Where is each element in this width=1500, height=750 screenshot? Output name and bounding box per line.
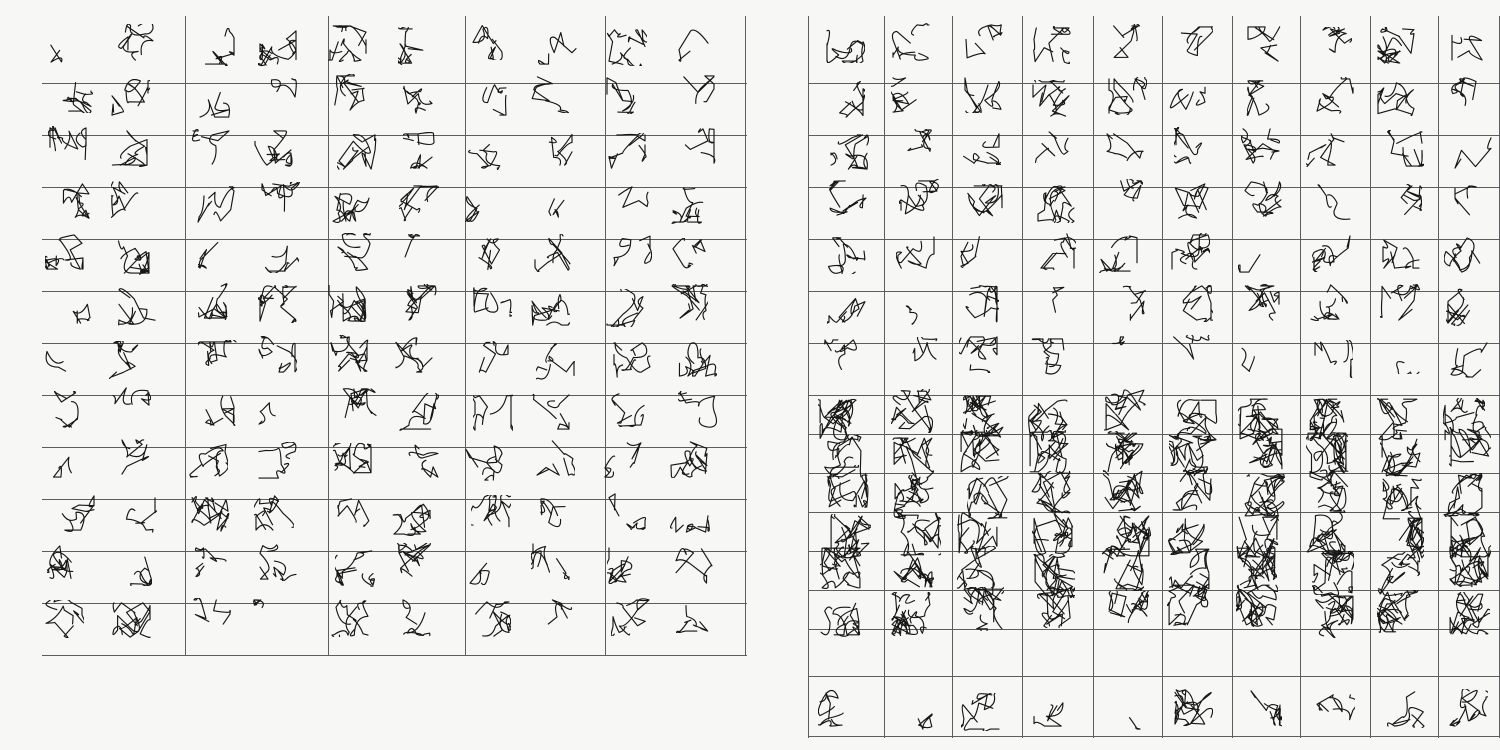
pen-stroke-glyph [196,389,236,432]
pen-stroke-glyph [1167,583,1209,632]
pen-stroke-glyph [894,693,934,736]
pen-stroke-glyph [52,287,92,330]
pen-stroke-glyph [1031,26,1071,69]
pen-stroke-glyph [963,75,1003,118]
pen-stroke-glyph [1167,76,1207,119]
pen-stroke-glyph [1381,232,1421,275]
pen-stroke-glyph [1240,335,1280,378]
pen-stroke-glyph [1030,130,1070,173]
pen-stroke-glyph [117,496,157,539]
pen-stroke-glyph [188,282,228,325]
pen-stroke-glyph [529,75,569,118]
pen-stroke-glyph [188,441,228,484]
pen-stroke-glyph [607,133,647,176]
pen-stroke-glyph [823,338,863,381]
pen-stroke-glyph [827,286,867,329]
pen-stroke-glyph [192,598,232,641]
pen-stroke-glyph [826,236,866,279]
pen-stroke-glyph [1450,75,1490,118]
pen-stroke-glyph [962,587,1004,636]
pen-stroke-glyph [399,393,439,436]
pen-stroke-glyph [336,497,376,540]
pen-stroke-glyph [1246,79,1286,122]
pen-stroke-glyph [959,430,1001,479]
grid-rule [745,16,746,655]
pen-stroke-glyph [464,444,504,487]
pen-stroke-glyph [1103,179,1143,222]
pen-stroke-glyph [258,543,298,586]
pen-stroke-glyph [335,549,375,592]
pen-stroke-glyph [120,438,160,481]
pen-stroke-glyph [397,543,437,586]
pen-stroke-glyph [611,598,651,641]
pen-stroke-glyph [1241,127,1281,170]
pen-stroke-glyph [1031,337,1071,380]
pen-stroke-glyph [1243,180,1283,223]
pen-stroke-glyph [399,184,439,227]
pen-stroke-glyph [337,133,377,176]
pen-stroke-glyph [46,441,86,484]
pen-stroke-glyph [1037,584,1079,633]
pen-stroke-glyph [258,29,298,72]
pen-stroke-glyph [332,233,372,276]
pen-stroke-glyph [1102,335,1142,378]
pen-stroke-glyph [1032,690,1072,733]
pen-stroke-glyph [671,186,711,229]
pen-stroke-glyph [470,336,510,379]
pen-stroke-glyph [1171,468,1213,517]
pen-stroke-glyph [1316,183,1356,226]
pen-stroke-glyph [1450,24,1490,67]
pen-stroke-glyph [1312,27,1352,70]
pen-stroke-glyph [1315,693,1355,736]
pen-stroke-glyph [677,340,717,383]
pen-stroke-glyph [1376,27,1416,70]
pen-stroke-glyph [1173,688,1213,731]
pen-stroke-glyph [1246,25,1286,68]
pen-stroke-glyph [959,335,999,378]
pen-stroke-glyph [1031,80,1071,123]
pen-stroke-glyph [668,284,708,327]
pen-stroke-glyph [819,593,861,642]
pen-stroke-glyph [1170,233,1210,276]
pen-stroke-glyph [1236,583,1278,632]
pen-stroke-glyph [538,28,578,71]
pen-stroke-glyph [1104,388,1146,437]
pen-stroke-glyph [112,601,152,644]
pen-stroke-glyph [825,81,865,124]
pen-stroke-glyph [1313,340,1353,383]
pen-stroke-glyph [891,23,931,66]
pen-stroke-glyph [671,238,711,281]
pen-stroke-glyph [1173,25,1213,68]
pen-stroke-glyph [1174,127,1214,170]
pen-stroke-glyph [536,342,576,385]
pen-stroke-glyph [467,237,507,280]
pen-stroke-glyph [54,391,94,434]
pen-stroke-glyph [331,185,371,228]
pen-stroke-glyph [610,389,650,432]
pen-stroke-glyph [1309,283,1349,326]
pen-stroke-glyph [471,495,511,538]
pen-stroke-glyph [398,27,438,70]
pen-stroke-glyph [396,234,436,277]
pen-stroke-glyph [891,389,933,438]
pen-stroke-glyph [612,233,652,276]
pen-stroke-glyph [1170,182,1210,225]
pen-stroke-glyph [892,545,934,594]
pen-stroke-glyph [892,129,932,172]
pen-stroke-glyph [327,285,367,328]
pen-stroke-glyph [333,443,373,486]
pen-stroke-glyph [198,340,238,383]
pen-stroke-glyph [535,439,575,482]
pen-stroke-glyph [895,288,935,331]
pen-stroke-glyph [818,689,858,732]
pen-stroke-glyph [1380,434,1422,483]
pen-stroke-glyph [403,132,443,175]
pen-stroke-glyph [534,129,574,172]
pen-stroke-glyph [471,600,511,643]
pen-stroke-glyph [605,76,645,119]
pen-stroke-glyph [109,129,149,172]
pen-stroke-glyph [607,28,647,71]
grid-rule [808,736,1500,737]
pen-stroke-glyph [111,386,151,429]
pen-stroke-glyph [961,127,1001,170]
pen-stroke-glyph [829,133,869,176]
pen-stroke-glyph [1380,284,1420,327]
pen-stroke-glyph [890,592,932,641]
pen-stroke-glyph [607,492,647,535]
grid-rule [465,16,466,655]
pen-stroke-glyph [112,548,152,591]
pen-stroke-glyph [400,441,440,484]
pen-stroke-glyph [257,442,297,485]
pen-stroke-glyph [51,182,91,225]
pen-stroke-glyph [1446,288,1486,331]
pen-stroke-glyph [1238,236,1278,279]
pen-stroke-glyph [1448,689,1488,732]
pen-stroke-glyph [329,335,369,378]
pen-stroke-glyph [56,494,96,537]
pen-stroke-glyph [1448,592,1490,641]
pen-stroke-glyph [191,129,231,172]
pen-stroke-glyph [464,22,504,65]
grid-rule [42,655,747,656]
pen-stroke-glyph [603,441,643,484]
pen-stroke-glyph [48,126,88,169]
pen-stroke-glyph [676,127,716,170]
pen-stroke-glyph [44,600,84,643]
pen-stroke-glyph [473,394,513,437]
pen-stroke-glyph [117,288,157,331]
pen-stroke-glyph [257,78,297,121]
pen-stroke-glyph [676,74,716,117]
pen-stroke-glyph [1315,77,1355,120]
pen-stroke-glyph [465,184,505,227]
pen-stroke-glyph [53,75,93,118]
pen-stroke-glyph [674,547,714,590]
pen-stroke-glyph [612,341,652,384]
pen-stroke-glyph [198,81,238,124]
pen-stroke-glyph [254,494,294,537]
pen-stroke-glyph [194,546,234,589]
pen-stroke-glyph [190,496,230,539]
pen-stroke-glyph [1173,284,1213,327]
pen-stroke-glyph [394,77,434,120]
pen-stroke-glyph [1453,184,1493,227]
pen-stroke-glyph [253,129,293,172]
pen-stroke-glyph [397,284,437,327]
pen-stroke-glyph [530,289,570,332]
pen-stroke-glyph [1382,184,1422,227]
pen-stroke-glyph [1099,235,1139,278]
pen-stroke-glyph [394,336,434,379]
pen-stroke-glyph [111,180,151,223]
pen-stroke-glyph [196,186,236,229]
pen-stroke-glyph [115,24,155,67]
pen-stroke-glyph [827,465,869,514]
pen-stroke-glyph [828,179,868,222]
pen-stroke-glyph [676,595,716,638]
pen-stroke-glyph [1102,547,1144,596]
pen-stroke-glyph [468,132,508,175]
pen-stroke-glyph [259,235,299,278]
pen-stroke-glyph [258,285,298,328]
pen-stroke-glyph [1312,234,1352,277]
pen-stroke-glyph [1105,132,1145,175]
pen-stroke-glyph [338,387,378,430]
pen-stroke-glyph [1306,129,1346,172]
pen-stroke-glyph [533,234,573,277]
pen-stroke-glyph [45,233,85,276]
pen-stroke-glyph [607,546,647,589]
pen-stroke-glyph [196,28,236,71]
grid-rule [808,676,1500,677]
pen-stroke-glyph [1384,130,1424,173]
pen-stroke-glyph [539,497,579,540]
pen-stroke-glyph [260,182,300,225]
pen-stroke-glyph [964,23,1004,66]
pen-stroke-glyph [539,598,579,641]
pen-stroke-glyph [959,285,999,328]
pen-stroke-glyph [401,598,441,641]
pen-stroke-glyph [1444,236,1484,279]
pen-stroke-glyph [1102,693,1142,736]
pen-stroke-glyph [899,179,939,222]
pen-stroke-glyph [610,185,650,228]
pen-stroke-glyph [1241,284,1281,327]
pen-stroke-glyph [1107,591,1149,640]
pen-stroke-glyph [1104,24,1144,67]
pen-stroke-glyph [1242,689,1282,732]
pen-stroke-glyph [252,598,292,641]
pen-stroke-glyph [1036,232,1076,275]
pen-stroke-glyph [468,547,508,590]
pen-stroke-glyph [468,79,508,122]
pen-stroke-glyph [45,335,85,378]
pen-stroke-glyph [825,25,865,68]
pen-stroke-glyph [678,391,718,434]
pen-stroke-glyph [820,546,862,595]
pen-stroke-glyph [961,693,1001,736]
pen-stroke-glyph [1170,335,1210,378]
pen-stroke-glyph [111,237,151,280]
pen-stroke-glyph [670,496,710,539]
pen-stroke-glyph [891,76,931,119]
pen-stroke-glyph [1376,78,1416,121]
pen-stroke-glyph [1381,336,1421,379]
pen-stroke-glyph [1453,132,1493,175]
pen-stroke-glyph [1386,690,1426,733]
pen-stroke-glyph [110,79,150,122]
pen-stroke-glyph [1107,77,1147,120]
pen-stroke-glyph [326,74,366,117]
pen-stroke-glyph [49,26,89,69]
pen-stroke-glyph [1103,469,1145,518]
pen-stroke-glyph [392,498,432,541]
pen-stroke-glyph [1032,511,1074,560]
pen-stroke-glyph [1242,427,1284,476]
pen-stroke-glyph [677,29,717,72]
pen-stroke-glyph [605,289,645,332]
pen-stroke-glyph [472,286,512,329]
pen-stroke-glyph [198,232,238,275]
pen-stroke-glyph [1312,551,1354,600]
pen-stroke-glyph [533,181,573,224]
pen-stroke-glyph [330,599,370,642]
pen-stroke-glyph [47,544,87,587]
pen-stroke-glyph [328,24,368,67]
pen-stroke-glyph [898,337,938,380]
pen-stroke-glyph [669,440,709,483]
pen-stroke-glyph [1377,590,1419,639]
pen-stroke-glyph [109,341,149,384]
pen-stroke-glyph [257,388,297,431]
pen-stroke-glyph [257,336,297,379]
pen-stroke-glyph [896,232,936,275]
pen-stroke-glyph [1106,285,1146,328]
pen-stroke-glyph [1033,285,1073,328]
pen-stroke-glyph [959,230,999,273]
pen-stroke-glyph [1313,594,1355,643]
pen-stroke-glyph [1449,341,1489,384]
pen-stroke-glyph [1036,185,1076,228]
pen-stroke-glyph [964,184,1004,227]
pen-stroke-glyph [1448,543,1490,592]
pen-stroke-glyph [531,542,571,585]
pen-stroke-glyph [1449,427,1491,476]
grid-rule [185,16,186,655]
pen-stroke-glyph [531,393,571,436]
